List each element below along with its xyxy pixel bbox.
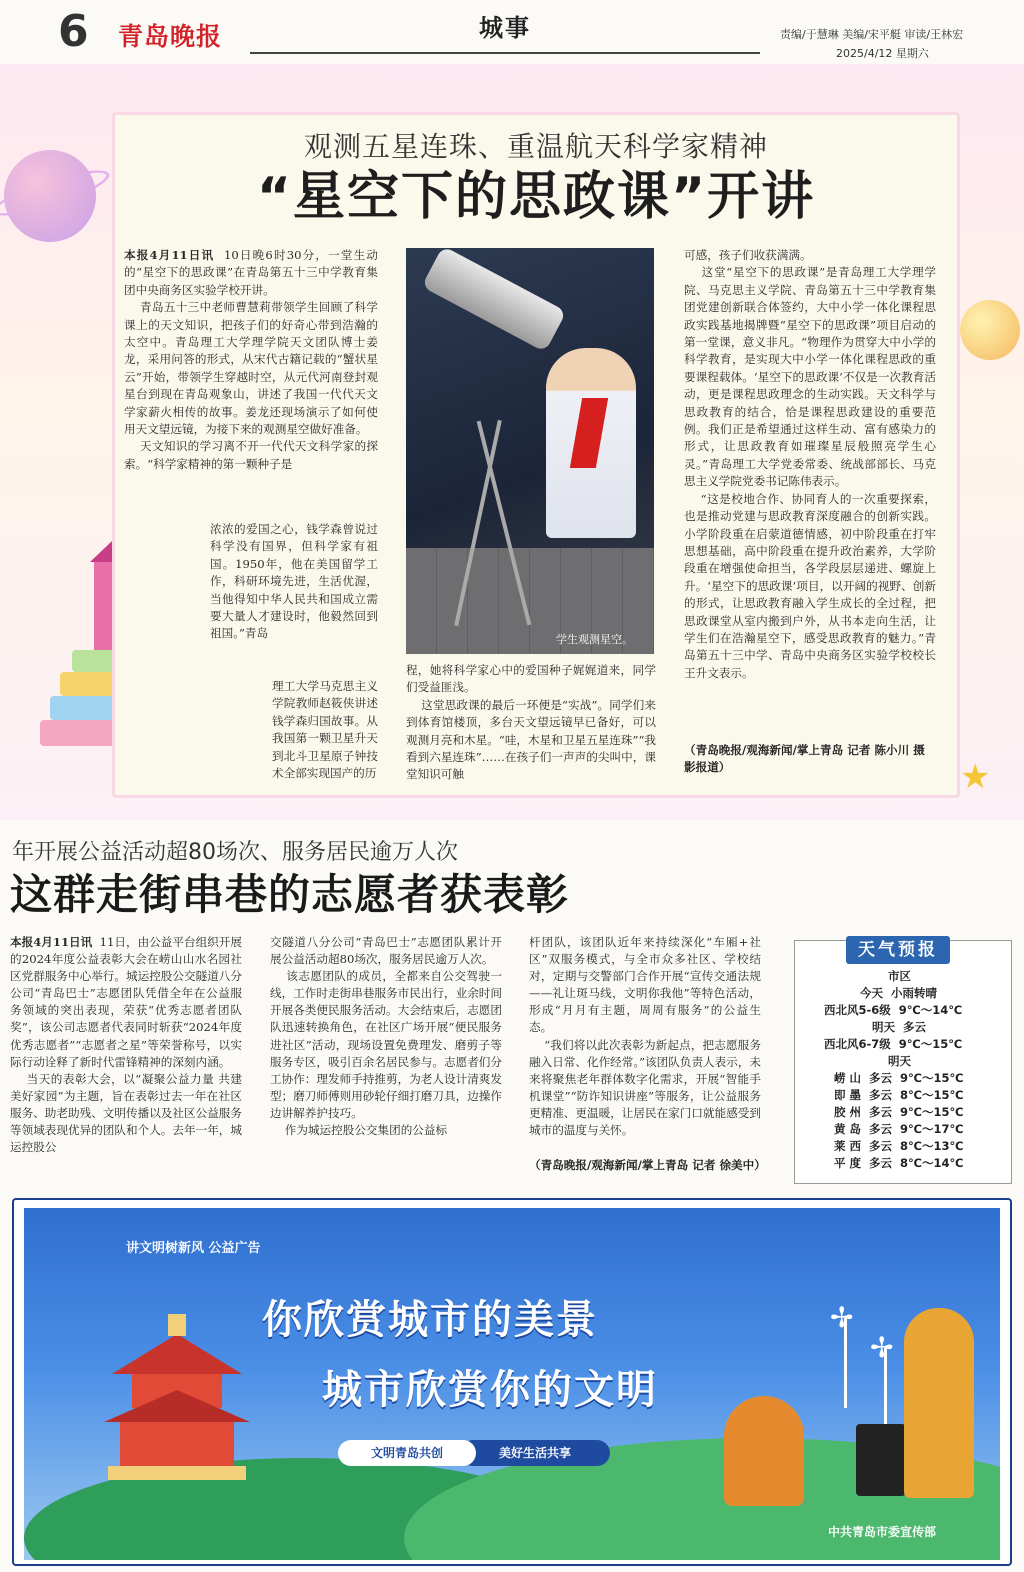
paragraph — [124, 247, 378, 299]
paragraph: 浓浓的爱国之心，钱学森曾说过科学没有国界，但科学家有祖国。1950年，他在美国留学工作，科研环境先进，生活优渥，当他得知中华人民共和国成立需要大量人才建设时，他毅然回到祖国。”青岛 — [210, 522, 378, 641]
weather-line: 明天 多云 — [872, 1020, 927, 1034]
article1-column-2 — [210, 521, 378, 643]
issue-date: 2025/4/12 星期六 — [836, 47, 929, 60]
weather-district: 崂 山 多云 9℃～15℃ — [834, 1071, 964, 1085]
paragraph: 程，她将科学家心中的爱国种子娓娓道来，同学们受益匪浅。 — [406, 663, 656, 695]
article2-kicker: 年开展公益活动超80场次、服务居民逾万人次 — [12, 840, 458, 865]
volunteer-figure — [724, 1396, 804, 1506]
telescope-photo — [406, 248, 654, 654]
volunteer-figure — [904, 1308, 974, 1498]
paragraph-text: 10日晚6时30分，一堂生动的“星空下的思政课”在青岛第五十三中学教育集团中央商务区实验学校开讲。 — [124, 248, 378, 297]
article1-kicker: 观测五星连珠、重温航天科学家精神 — [303, 130, 768, 163]
paragraph: 可感，孩子们收获满满。 — [684, 248, 812, 262]
article1-column-4 — [406, 662, 656, 784]
paragraph — [684, 264, 936, 490]
paragraph-text: 作为城运控股公交集团的公益标 — [284, 1123, 448, 1138]
paragraph — [529, 1037, 761, 1140]
planet-decoration — [4, 150, 96, 242]
weather-line: 明天 — [888, 1054, 911, 1068]
weather-line: 西北风5-6级 9℃～14℃ — [824, 1003, 963, 1017]
article1-headline: “星空下的思政课”开讲 — [256, 167, 816, 227]
paragraph-text: 当天的表彰大会，以“凝聚公益力量 共建美好家园”为主题，旨在表彰过去一年在社区服务、助老助残、文明传播以及社区公益服务等领域表现优异的团队和个人。去年一年，城运控股公 — [10, 1071, 242, 1155]
section-rule — [250, 52, 760, 54]
paragraph-text: “这是校地合作、协同育人的一次重要探索，也是推动党建与思政教育深度融合的创新实践。小学阶段重在启蒙道德情感，初中阶段重在打牢思想基础，高中阶段重在提升政治素养，大学阶段重在增强使命担当，各学段层层递进、螺旋上升。‘星空下的思政课’项目，以开阔的视野、创新的形式，让思政教育融入学生成长的全过程，把思政课堂从室内搬到户外，从书本走向生活，让学生们在浩瀚星空下，感受思政教育的魅力。”青岛第五十三中学、青岛中央商务区实验学校校长王升文表示。 — [684, 491, 936, 680]
ad-headline-1: 你欣赏城市的美景 — [262, 1297, 598, 1343]
turbine-blades-icon: ✢ — [870, 1331, 894, 1364]
editor-credits: 责编/于慧琳 美编/宋平艇 审读/王林宏 — [780, 28, 964, 41]
paragraph: 交隧道八分公司“青岛巴士”志愿团队累计开展公益活动超80场次，服务居民逾万人次。 — [270, 935, 502, 967]
turbine-blades-icon: ✢ — [830, 1301, 854, 1334]
paragraph-text: 11日，由公益平台组织开展的2024年度公益表彰大会在崂山山水名园社区党群服务中心举行。城运控股公交隧道八分公司“青岛巴士”志愿团队凭借全年在公益服务领域的突出表现，荣获“优秀志愿者团队奖”，该公司志愿者代表同时斩获“2024年度优秀志愿者”“志愿者之星”等荣誉称号，以实际行动诠释了新时代雷锋精神的深刻内涵。 — [10, 935, 242, 1069]
photo-caption: 学生观测星空。 — [556, 633, 633, 646]
article2-byline: （青岛晚报/观海新闻/掌上青岛 记者 徐美中） — [529, 1158, 766, 1172]
weather-title: 天气预报 — [846, 936, 950, 964]
article2-column-2 — [270, 934, 502, 1139]
article1-column-1 — [124, 247, 378, 473]
star-decoration: ★ — [960, 757, 991, 797]
weather-line: 今天 小雨转晴 — [860, 986, 938, 1000]
trash-bin — [856, 1424, 906, 1496]
article2-column-1 — [10, 934, 242, 1156]
paragraph — [406, 697, 656, 784]
paragraph-text: “我们将以此次表彰为新起点，把志愿服务融入日常、化作经常。”该团队负责人表示，未来将聚焦老年群体数字化需求，开展“智能手机课堂”“防诈知识讲座”等服务，让公益服务更精准、更温暖，让居民在家门口就能感受到城市的温度与关怀。 — [529, 1037, 762, 1138]
article1-column-5 — [684, 247, 936, 682]
article2-column-3 — [529, 934, 761, 1139]
paragraph — [270, 968, 502, 1122]
weather-district: 胶 州 多云 9℃～15℃ — [834, 1105, 964, 1119]
dateline-lead: 本报4月11日讯 — [124, 248, 215, 262]
paragraph-text: 这堂“星空下的思政课”是青岛理工大学理学院、马克思主义学院、青岛第五十三中学教育集团党建创新联合体签约，大中小学一体化课程思政实践基地揭牌暨“星空下的思政课”项目启动的第一堂课，意义非凡。“物理作为贯穿大中小学的科学教育，是实现大中小学一体化课程思政的重要课程载体。‘星空下的思政课’不仅是一次教育活动，更是课程思政理念的生动实践。天文科学与思政教育的结合，恰是课程思政建设的重要范例。我们正是希望通过这样生动、富有感染力的形式，让思政教育如璀璨星辰般照亮学生心灵。”青岛理工大学党委常委、统战部部长、马克思主义学院党委书记陈伟表示。 — [684, 265, 936, 489]
ad-slogan-pill-2: 美好生活共享 — [460, 1440, 610, 1466]
planet-decoration — [960, 300, 1020, 360]
ad-slogan-pill-1: 文明青岛共创 — [338, 1440, 476, 1466]
paragraph-text: 这堂思政课的最后一环便是“实战”。同学们来到体育馆楼顶，多台天文望远镜早已备好，可以观测月亮和木星。“哇，木星和卫星五星连珠”“我看到六星连珠”……在孩子们一声声的尖叫中，课堂知识可触 — [406, 697, 656, 782]
paragraph — [10, 934, 242, 1071]
ad-headline-2: 城市欣赏你的文明 — [322, 1367, 658, 1413]
weather-city-label: 市区 — [888, 969, 911, 983]
weather-district: 即 墨 多云 8℃～15℃ — [834, 1088, 964, 1102]
section-title: 城事 — [479, 14, 531, 42]
public-service-ad — [24, 1208, 1000, 1560]
paragraph: 理工大学马克思主义学院教师赵筱侠讲述钱学森归国故事。从我国第一颗卫星升天到北斗卫星原子钟技术全部实现国产的历 — [272, 679, 378, 781]
article1-byline: （青岛晚报/观海新闻/掌上青岛 记者 陈小川 摄影报道） — [684, 743, 925, 775]
ad-sponsor: 中共青岛市委宣传部 — [828, 1525, 937, 1539]
paragraph-text: 该志愿团队的成员，全都来自公交驾驶一线，工作时走街串巷服务市民出行，业余时间开展各类便民服务活动。大会结束后，志愿团队迅速转换角色，在社区广场开展“便民服务进社区”活动，现场设置免费理发、磨剪子等服务专区，吸引百余名居民参与。志愿者们分工协作：理发师手持推剪，为老人设计清爽发型；磨刀师傅则用砂轮仔细打磨刀具，边操作边讲解养护技巧。 — [270, 969, 502, 1120]
dateline-lead: 本报4月11日讯 — [10, 935, 93, 949]
ad-tagline: 讲文明树新风 公益广告 — [126, 1241, 261, 1256]
pagoda-illustration — [102, 1304, 252, 1504]
paragraph — [684, 491, 936, 682]
weather-district: 黄 岛 多云 9℃～17℃ — [834, 1122, 964, 1136]
paragraph — [270, 1122, 502, 1139]
article1-column-3 — [272, 678, 378, 782]
weather-line: 西北风6-7级 9℃～15℃ — [824, 1037, 963, 1051]
weather-district: 平 度 多云 8℃～14℃ — [834, 1156, 964, 1170]
paragraph — [124, 438, 378, 473]
paragraph — [10, 1071, 242, 1156]
page-number: 6 — [58, 6, 89, 57]
weather-district: 莱 西 多云 8℃～13℃ — [834, 1139, 964, 1153]
article2-headline: 这群走街串巷的志愿者获表彰 — [10, 870, 570, 919]
paragraph: 杆团队，该团队近年来持续深化“车厢+社区”双服务模式，与全市众多社区、学校结对，定期与交警部门合作开展“宣传交通法规——礼让斑马线，文明你我他”等特色活动，形成“月月有主题，周周有服务”的公益生态。 — [529, 935, 761, 1035]
paragraph-text: 青岛五十三中老师曹慧莉带领学生回顾了科学课上的天文知识，把孩子们的好奇心带到浩瀚的太空中。青岛理工大学理学院天文团队博士姜龙，采用问答的形式，从宋代古籍记载的“蟹状星云”开始，带领学生穿越时空，从元代河南登封观星台到现在青岛观象山，讲述了我国一代代天文学家薪火相传的故事。姜龙还现场演示了如何使用天文望远镜，为接下来的观测星空做好准备。 — [124, 300, 378, 437]
newspaper-logo: 青岛晚报 — [118, 22, 223, 51]
telescope — [421, 248, 566, 352]
paragraph — [124, 299, 378, 438]
paragraph-text: 天文知识的学习离不开一代代天文科学家的探索。“科学家精神的第一颗种子是 — [124, 439, 378, 471]
